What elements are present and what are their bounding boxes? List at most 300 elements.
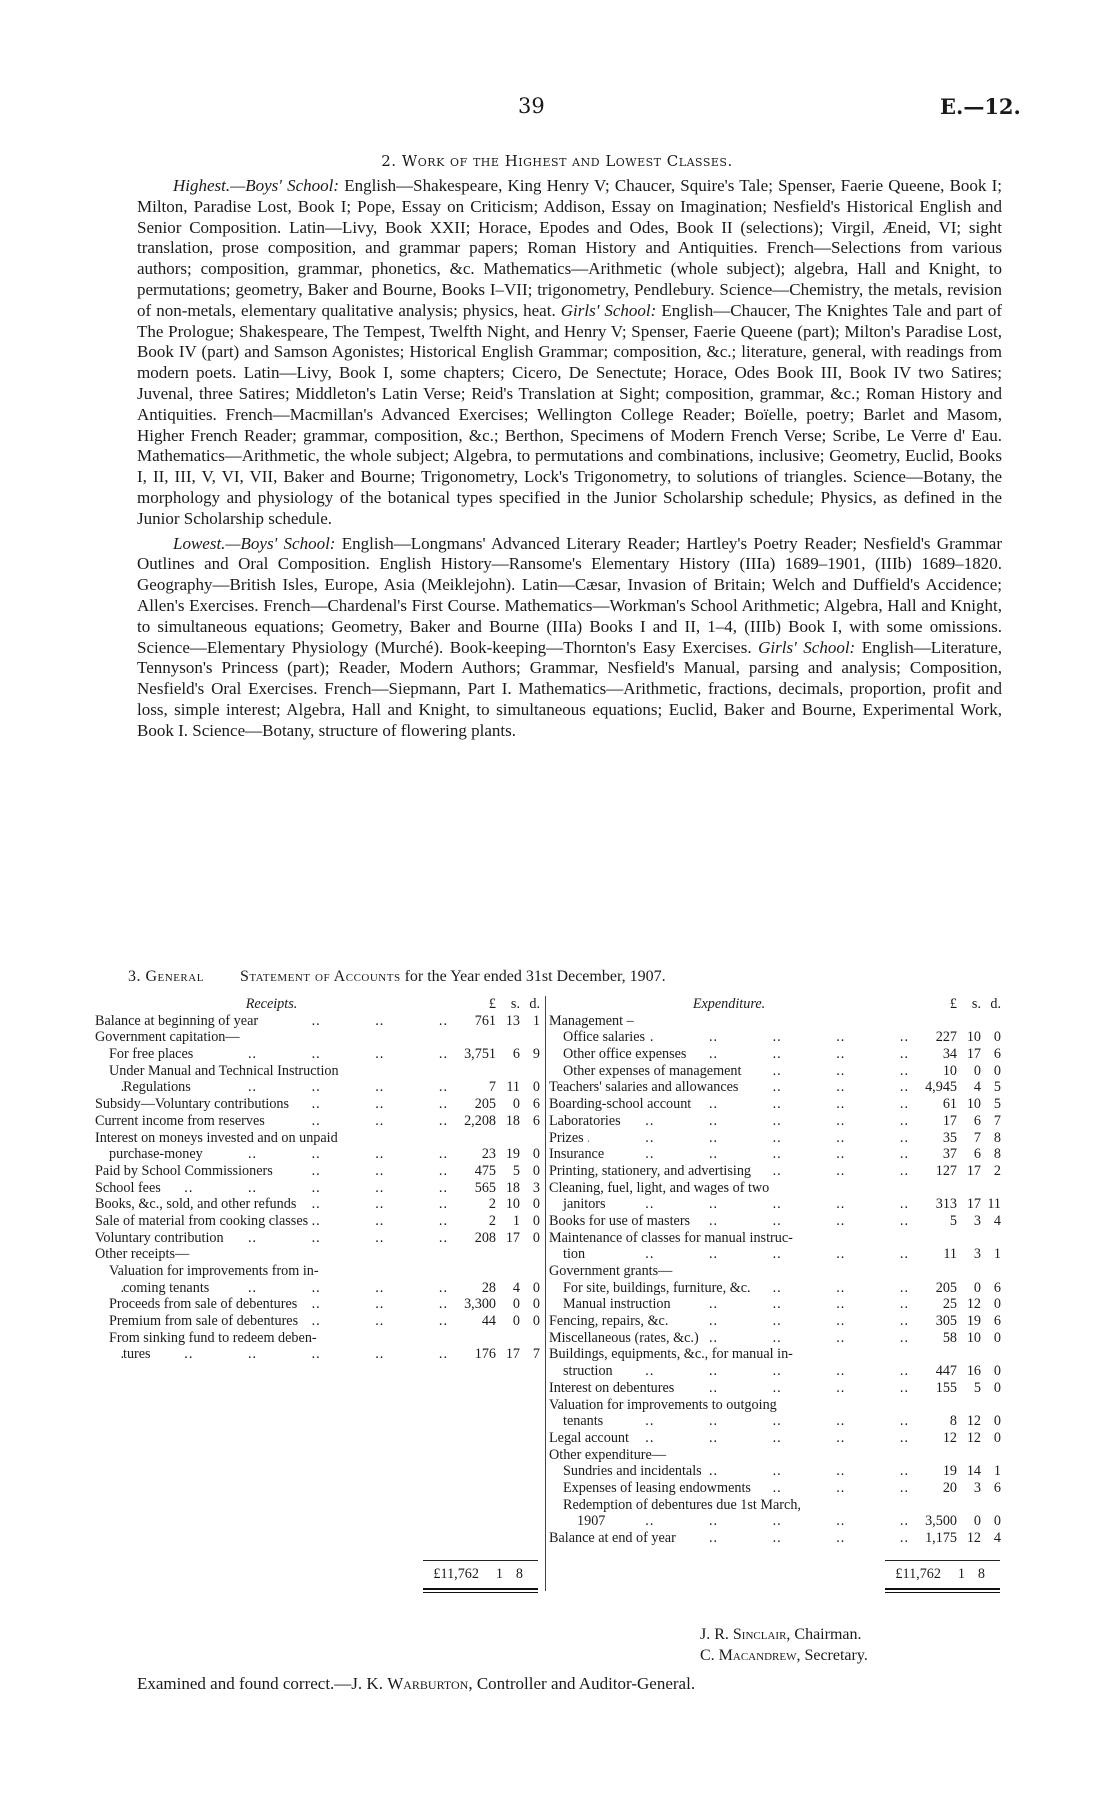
expenditure-total-pence: 8	[977, 1566, 985, 1582]
section-title-rest: for the Year ended 31st December, 1907.	[400, 968, 666, 985]
row-label-text: Government capitation—	[95, 1029, 244, 1045]
row-label	[549, 1180, 909, 1197]
row-amount	[909, 1447, 1001, 1464]
amount-shillings: 12	[966, 1429, 981, 1446]
amount-pence	[981, 1230, 1001, 1247]
row-amount	[909, 1363, 1001, 1380]
paragraph	[137, 534, 1002, 742]
amount-pence: 9	[532, 1046, 540, 1063]
paragraph-text: English—Shakespeare, King Henry V; Chaucer, Squire's Tale; Spenser, Faerie Queene, Book I; Milton, Paradise Lost, Book I; Pope, Essay on Criticism; Addison, Essay on Imagination; Nesfield's Historical English and Senior Composition. Latin—Livy, Book XXII; Horace, Epodes and Odes, Book II (selections); Virgil, Æneid, VI; sight translation, prose composition, and grammar papers; Roman History and Antiquities. French—Selections from various authors; composition, grammar, phonetics, &c. Mathematics—Arithmetic (whole subject); algebra, Hall and Knight, to permutations; geometry, Baker and Bourne, Books I–VII; trigonometry, Pendlebury. Science—Chemistry, the metals, revision of non-metals, elementary qualitative analysis; physics, heat.	[137, 176, 1002, 320]
table-row	[549, 1430, 1001, 1447]
row-label-text: Sundries and incidentals	[563, 1463, 706, 1479]
amount-pounds	[909, 1263, 957, 1280]
amount-pence: 0	[532, 1279, 540, 1296]
amount-pounds: 61	[942, 1096, 957, 1113]
row-label	[95, 1029, 448, 1046]
row-label-text: Interest on debentures	[549, 1380, 678, 1396]
amount-pence: 0	[993, 1363, 1001, 1380]
row-amount	[909, 1430, 1001, 1447]
amount-pence	[981, 1180, 1001, 1197]
amount-shillings: 17	[505, 1229, 520, 1246]
row-label-text: 1907	[577, 1513, 609, 1529]
amount-pence	[520, 1063, 540, 1080]
amount-pounds: 3,751	[464, 1046, 496, 1063]
pence-header: d.	[529, 996, 540, 1012]
row-label	[549, 1146, 909, 1163]
table-row	[95, 1196, 540, 1213]
row-label	[95, 1230, 448, 1247]
italic-heading: Girls' School:	[560, 300, 657, 320]
amount-shillings: 0	[973, 1279, 981, 1296]
table-row	[549, 1180, 1001, 1197]
amount-shillings: 6	[512, 1046, 520, 1063]
row-label	[95, 1046, 448, 1063]
row-label-text: Interest on moneys invested and on unpaid	[95, 1130, 342, 1146]
table-row	[549, 1513, 1001, 1530]
amount-pence: 0	[993, 1329, 1001, 1346]
row-label-text: purchase-money	[109, 1146, 207, 1162]
row-amount	[909, 1046, 1001, 1063]
row-label	[95, 1263, 448, 1280]
amount-pence: 8	[993, 1146, 1001, 1163]
audit-prefix: Examined and found correct.—J. K.	[137, 1674, 388, 1693]
row-label-text: tion	[563, 1246, 589, 1262]
row-label	[95, 1196, 448, 1213]
paragraph-text: English—Longmans' Advanced Literary Reader; Hartley's Poetry Reader; Nesfield's Grammar Outlines and Oral Composition. English History—Ransome's Elementary History (IIIa) 1689–1901, (IIIb) 1689–1820. Geography—British Isles, Europe, Asia (Meiklejohn). Latin—Cæsar, Invasion of Britain; Welch and Duffield's Accidence; Allen's Exercises. French—Chardenal's First Course. Mathematics—Workman's School Arithmetic; Algebra, Hall and Knight, to simultaneous equations; Geometry, Baker and Bourne (IIIa) Books I and II, 1–4, (IIIb) Book I, with some omissions. Science—Elementary Physiology (Murché). Book-keeping—Thornton's Easy Exercises.	[137, 533, 1002, 657]
table-row	[549, 1230, 1001, 1247]
receipts-total-double-rule	[423, 1588, 538, 1593]
auditor-name: Warburton,	[387, 1674, 473, 1693]
pounds-header: £	[488, 996, 496, 1012]
table-row	[549, 1063, 1001, 1080]
row-amount	[448, 1079, 540, 1096]
shillings-header: s.	[510, 996, 520, 1012]
amount-pounds: 155	[935, 1379, 957, 1396]
amount-shillings: 16	[966, 1363, 981, 1380]
amount-pounds	[448, 1029, 496, 1046]
row-amount	[909, 1230, 1001, 1247]
row-amount	[909, 1213, 1001, 1230]
row-label-text: Premium from sale of debentures	[109, 1313, 302, 1329]
row-label-text: Regulations	[123, 1079, 195, 1095]
amount-pence: 5	[993, 1096, 1001, 1113]
amount-pounds: 8	[949, 1413, 957, 1430]
pence-header: d.	[990, 996, 1001, 1012]
table-row	[95, 1113, 540, 1130]
amount-pence: 0	[993, 1029, 1001, 1046]
row-label	[95, 1063, 448, 1080]
receipts-total-shillings: 1	[495, 1566, 503, 1582]
row-label	[549, 1113, 909, 1130]
amount-shillings	[957, 1397, 981, 1414]
amount-shillings: 3	[973, 1479, 981, 1496]
table-row	[95, 1246, 540, 1263]
amount-shillings	[957, 1230, 981, 1247]
receipts-total-pounds: £11,762	[433, 1566, 479, 1582]
row-amount	[448, 1280, 540, 1297]
row-label-text: Valuation for improvements to outgoing	[549, 1397, 781, 1413]
table-row	[549, 1130, 1001, 1147]
row-amount	[448, 1096, 540, 1113]
amount-pounds	[909, 1180, 957, 1197]
row-label-text: Legal account	[549, 1430, 633, 1446]
table-row	[549, 1246, 1001, 1263]
amount-pounds	[909, 1397, 957, 1414]
row-label	[549, 1013, 909, 1030]
row-label-text: Printing, stationery, and advertising	[549, 1163, 755, 1179]
amount-pounds: 447	[935, 1363, 957, 1380]
table-row	[549, 1463, 1001, 1480]
amount-shillings	[957, 1013, 981, 1030]
row-amount	[909, 1163, 1001, 1180]
amount-pounds: 305	[935, 1313, 957, 1330]
amount-pounds: 44	[481, 1313, 496, 1330]
table-row	[549, 1079, 1001, 1096]
amount-shillings: 4	[973, 1079, 981, 1096]
row-amount	[909, 1513, 1001, 1530]
row-label-text: Management –	[549, 1013, 638, 1029]
table-row	[95, 1130, 540, 1147]
amount-pence: 7	[993, 1112, 1001, 1129]
table-row	[95, 1013, 540, 1030]
expenditure-total-pounds: £11,762	[895, 1566, 941, 1582]
row-amount	[448, 1230, 540, 1247]
receipts-total-pence: 8	[515, 1566, 523, 1582]
row-amount	[909, 1263, 1001, 1280]
table-row	[549, 1196, 1001, 1213]
row-amount	[909, 1296, 1001, 1313]
row-label-text: Insurance	[549, 1146, 608, 1162]
italic-heading: Girls' School:	[758, 637, 856, 657]
row-label-text: Fencing, repairs, &c.	[549, 1313, 672, 1329]
amount-pence: 0	[993, 1379, 1001, 1396]
auditor-role: Controller and Auditor-General.	[472, 1674, 696, 1693]
row-label-text: Laboratories	[549, 1113, 625, 1129]
table-row	[549, 1163, 1001, 1180]
table-row	[549, 1029, 1001, 1046]
row-label	[549, 1380, 909, 1397]
amount-pence	[981, 1263, 1001, 1280]
expenditure-column	[549, 996, 1001, 1547]
amount-shillings: 17	[966, 1046, 981, 1063]
row-label	[549, 1513, 909, 1530]
amount-pence: 6	[993, 1046, 1001, 1063]
row-label-text: Office salaries	[563, 1029, 649, 1045]
row-amount	[448, 1163, 540, 1180]
amount-pence: 6	[993, 1279, 1001, 1296]
table-row	[549, 1313, 1001, 1330]
row-label	[549, 1263, 909, 1280]
row-label-text: coming tenants	[123, 1280, 213, 1296]
row-label	[549, 1313, 909, 1330]
amount-pence	[981, 1346, 1001, 1363]
row-amount	[909, 1463, 1001, 1480]
amount-pence	[520, 1330, 540, 1347]
table-row	[95, 1296, 540, 1313]
receipts-total	[423, 1566, 523, 1583]
row-label	[549, 1063, 909, 1080]
amount-pounds: 23	[481, 1146, 496, 1163]
row-label-text: Other expenditure—	[549, 1447, 670, 1463]
row-label-text: Balance at end of year	[549, 1530, 680, 1546]
amount-pounds: 25	[942, 1296, 957, 1313]
amount-pence: 4	[993, 1530, 1001, 1546]
amount-shillings: 10	[966, 1029, 981, 1046]
expenditure-heading: Expenditure.	[692, 996, 766, 1012]
row-label	[549, 1330, 909, 1347]
row-amount	[448, 1313, 540, 1330]
amount-pence: 1	[993, 1246, 1001, 1263]
table-row	[95, 1213, 540, 1230]
amount-pence: 6	[532, 1096, 540, 1113]
amount-shillings: 0	[973, 1513, 981, 1530]
table-row	[549, 1380, 1001, 1397]
table-row	[549, 1146, 1001, 1163]
receipts-heading: Receipts.	[245, 996, 298, 1012]
amount-shillings: 0	[512, 1313, 520, 1330]
row-label-text: Other receipts—	[95, 1246, 193, 1262]
row-label-text: Expenses of leasing endowments	[563, 1480, 755, 1496]
amount-pounds	[909, 1346, 957, 1363]
amount-pounds: 2,208	[464, 1112, 496, 1129]
amount-pence	[520, 1130, 540, 1147]
row-label-text: Maintenance of classes for manual instruc-	[549, 1230, 797, 1246]
row-amount	[909, 1113, 1001, 1130]
row-label-text: Proceeds from sale of debentures	[109, 1296, 301, 1312]
row-label	[549, 1163, 909, 1180]
secretary-signature	[700, 1647, 868, 1665]
row-label	[95, 1079, 448, 1096]
table-row	[95, 1280, 540, 1297]
row-amount	[909, 1013, 1001, 1030]
column-divider	[545, 996, 546, 1591]
row-label-text: tures	[123, 1346, 155, 1362]
row-label	[95, 1246, 448, 1263]
amount-pence: 0	[993, 1413, 1001, 1430]
amount-pounds: 35	[942, 1129, 957, 1146]
amount-shillings: 7	[973, 1129, 981, 1146]
amount-shillings: 6	[973, 1146, 981, 1163]
amount-pence: 8	[993, 1129, 1001, 1146]
amount-shillings	[957, 1497, 981, 1514]
row-label	[549, 1363, 909, 1380]
amount-shillings: 4	[512, 1279, 520, 1296]
row-amount	[909, 1180, 1001, 1197]
amount-pence	[520, 1246, 540, 1263]
row-label	[95, 1313, 448, 1330]
row-label	[549, 1029, 909, 1046]
table-row	[549, 1013, 1001, 1030]
row-amount	[448, 1113, 540, 1130]
row-label	[549, 1196, 909, 1213]
row-label-text: Other office expenses	[563, 1046, 690, 1062]
row-amount	[909, 1397, 1001, 1414]
table-row	[95, 1313, 540, 1330]
document-reference: E.—12.	[940, 94, 1021, 119]
row-amount	[448, 1263, 540, 1280]
amount-shillings: 6	[973, 1112, 981, 1129]
amount-shillings: 11	[506, 1079, 520, 1096]
table-row	[95, 1180, 540, 1197]
amount-pounds: 37	[942, 1146, 957, 1163]
row-amount	[909, 1130, 1001, 1147]
row-label	[95, 1163, 448, 1180]
amount-shillings: 13	[505, 1012, 520, 1029]
row-amount	[448, 1063, 540, 1080]
row-amount	[909, 1096, 1001, 1113]
italic-heading: Lowest.—Boys' School:	[173, 533, 336, 553]
amount-shillings	[496, 1263, 520, 1280]
amount-pounds: 58	[942, 1329, 957, 1346]
row-label	[549, 1497, 909, 1514]
table-row	[95, 1346, 540, 1363]
amount-shillings: 1	[512, 1212, 520, 1229]
row-label	[95, 1180, 448, 1197]
row-amount	[448, 1296, 540, 1313]
row-label-text: Sale of material from cooking classes	[95, 1213, 312, 1229]
amount-pence: 6	[993, 1479, 1001, 1496]
amount-pence: 7	[532, 1346, 540, 1363]
row-label	[549, 1430, 909, 1447]
amount-pounds	[448, 1263, 496, 1280]
table-row	[549, 1346, 1001, 1363]
amount-pounds	[909, 1230, 957, 1247]
row-amount	[909, 1029, 1001, 1046]
amount-pounds: 176	[474, 1346, 496, 1363]
row-label	[549, 1130, 909, 1147]
row-label	[95, 1096, 448, 1113]
amount-pence: 0	[532, 1313, 540, 1330]
amount-pounds: 205	[474, 1096, 496, 1113]
row-label	[549, 1079, 909, 1096]
row-label	[95, 1213, 448, 1230]
amount-pounds	[448, 1063, 496, 1080]
row-amount	[909, 1313, 1001, 1330]
row-amount	[448, 1130, 540, 1147]
amount-pounds: 11	[943, 1246, 957, 1263]
amount-pounds	[909, 1447, 957, 1464]
row-amount	[448, 1146, 540, 1163]
row-label-text: From sinking fund to redeem deben-	[109, 1330, 321, 1346]
pounds-header: £	[949, 996, 957, 1012]
amount-pounds	[448, 1246, 496, 1263]
amount-shillings: 19	[966, 1313, 981, 1330]
amount-pence: 6	[993, 1313, 1001, 1330]
amount-shillings: 0	[973, 1062, 981, 1079]
amount-pounds: 3,300	[464, 1296, 496, 1313]
amount-pounds: 4,945	[925, 1079, 957, 1096]
row-label-text: Manual instruction	[563, 1296, 675, 1312]
chairman-role: Chairman.	[790, 1626, 862, 1643]
amount-pounds: 227	[935, 1029, 957, 1046]
table-row	[95, 1163, 540, 1180]
amount-shillings: 19	[505, 1146, 520, 1163]
amount-headers	[909, 996, 1001, 1013]
amount-pounds: 208	[474, 1229, 496, 1246]
row-label	[549, 1530, 909, 1547]
row-label-text: janitors	[563, 1196, 610, 1212]
section-title-sc: Statement of Accounts	[239, 968, 401, 985]
expenditure-total-double-rule	[885, 1588, 1000, 1593]
amount-pounds: 205	[935, 1279, 957, 1296]
amount-pounds: 565	[474, 1179, 496, 1196]
row-amount	[909, 1146, 1001, 1163]
amount-shillings: 3	[973, 1212, 981, 1229]
expenditure-header-row	[549, 996, 1001, 1013]
row-label-text: Voluntary contribution	[95, 1230, 228, 1246]
row-label	[95, 1113, 448, 1130]
amount-pounds: 17	[942, 1112, 957, 1129]
amount-pounds: 19	[942, 1463, 957, 1480]
amount-pounds: 475	[474, 1162, 496, 1179]
row-label-text: Buildings, equipments, &c., for manual in-	[549, 1346, 797, 1362]
amount-shillings: 0	[512, 1096, 520, 1113]
amount-shillings	[496, 1063, 520, 1080]
row-label	[549, 1230, 909, 1247]
amount-shillings: 18	[505, 1112, 520, 1129]
row-label	[549, 1447, 909, 1464]
row-label	[95, 1146, 448, 1163]
row-amount	[909, 1280, 1001, 1297]
amount-pence: 1	[993, 1463, 1001, 1480]
table-row	[95, 1079, 540, 1096]
amount-shillings	[957, 1447, 981, 1464]
amount-pounds: 34	[942, 1046, 957, 1063]
row-label-text: Valuation for improvements from in-	[109, 1263, 323, 1279]
table-row	[549, 1213, 1001, 1230]
amount-pounds: 7	[488, 1079, 496, 1096]
amount-shillings: 14	[966, 1463, 981, 1480]
amount-pence: 11	[987, 1196, 1001, 1213]
audit-statement	[137, 1674, 695, 1694]
row-label-text: Teachers' salaries and allowances	[549, 1079, 742, 1095]
chairman-signature	[700, 1626, 862, 1644]
table-row	[549, 1397, 1001, 1414]
amount-shillings	[496, 1029, 520, 1046]
table-row	[95, 1096, 540, 1113]
amount-pence: 0	[532, 1212, 540, 1229]
amount-pence	[981, 1497, 1001, 1514]
table-row	[95, 1063, 540, 1080]
row-label-text: Balance at beginning of year	[95, 1013, 262, 1029]
amount-shillings: 10	[966, 1096, 981, 1113]
receipts-subtotal-rule	[423, 1560, 538, 1561]
table-row	[549, 1113, 1001, 1130]
row-label-text: For site, buildings, furniture, &c.	[563, 1280, 755, 1296]
row-label	[549, 1096, 909, 1113]
italic-heading: Highest.—Boys' School:	[173, 176, 340, 195]
row-amount	[448, 1180, 540, 1197]
amount-pence: 0	[532, 1296, 540, 1313]
amount-pence: 0	[532, 1162, 540, 1179]
amount-shillings	[957, 1263, 981, 1280]
amount-pounds	[909, 1013, 957, 1030]
row-label	[549, 1280, 909, 1297]
row-label	[95, 1296, 448, 1313]
amount-pounds: 761	[474, 1012, 496, 1029]
row-amount	[909, 1196, 1001, 1213]
amount-pence: 1	[532, 1012, 540, 1029]
section-3-heading	[128, 968, 666, 986]
amount-pence: 6	[532, 1112, 540, 1129]
amount-pounds: 12	[942, 1429, 957, 1446]
amount-shillings: 12	[966, 1530, 981, 1546]
row-amount	[909, 1413, 1001, 1430]
table-row	[549, 1363, 1001, 1380]
row-amount	[909, 1079, 1001, 1096]
table-row	[95, 1230, 540, 1247]
amount-pence	[981, 1447, 1001, 1464]
